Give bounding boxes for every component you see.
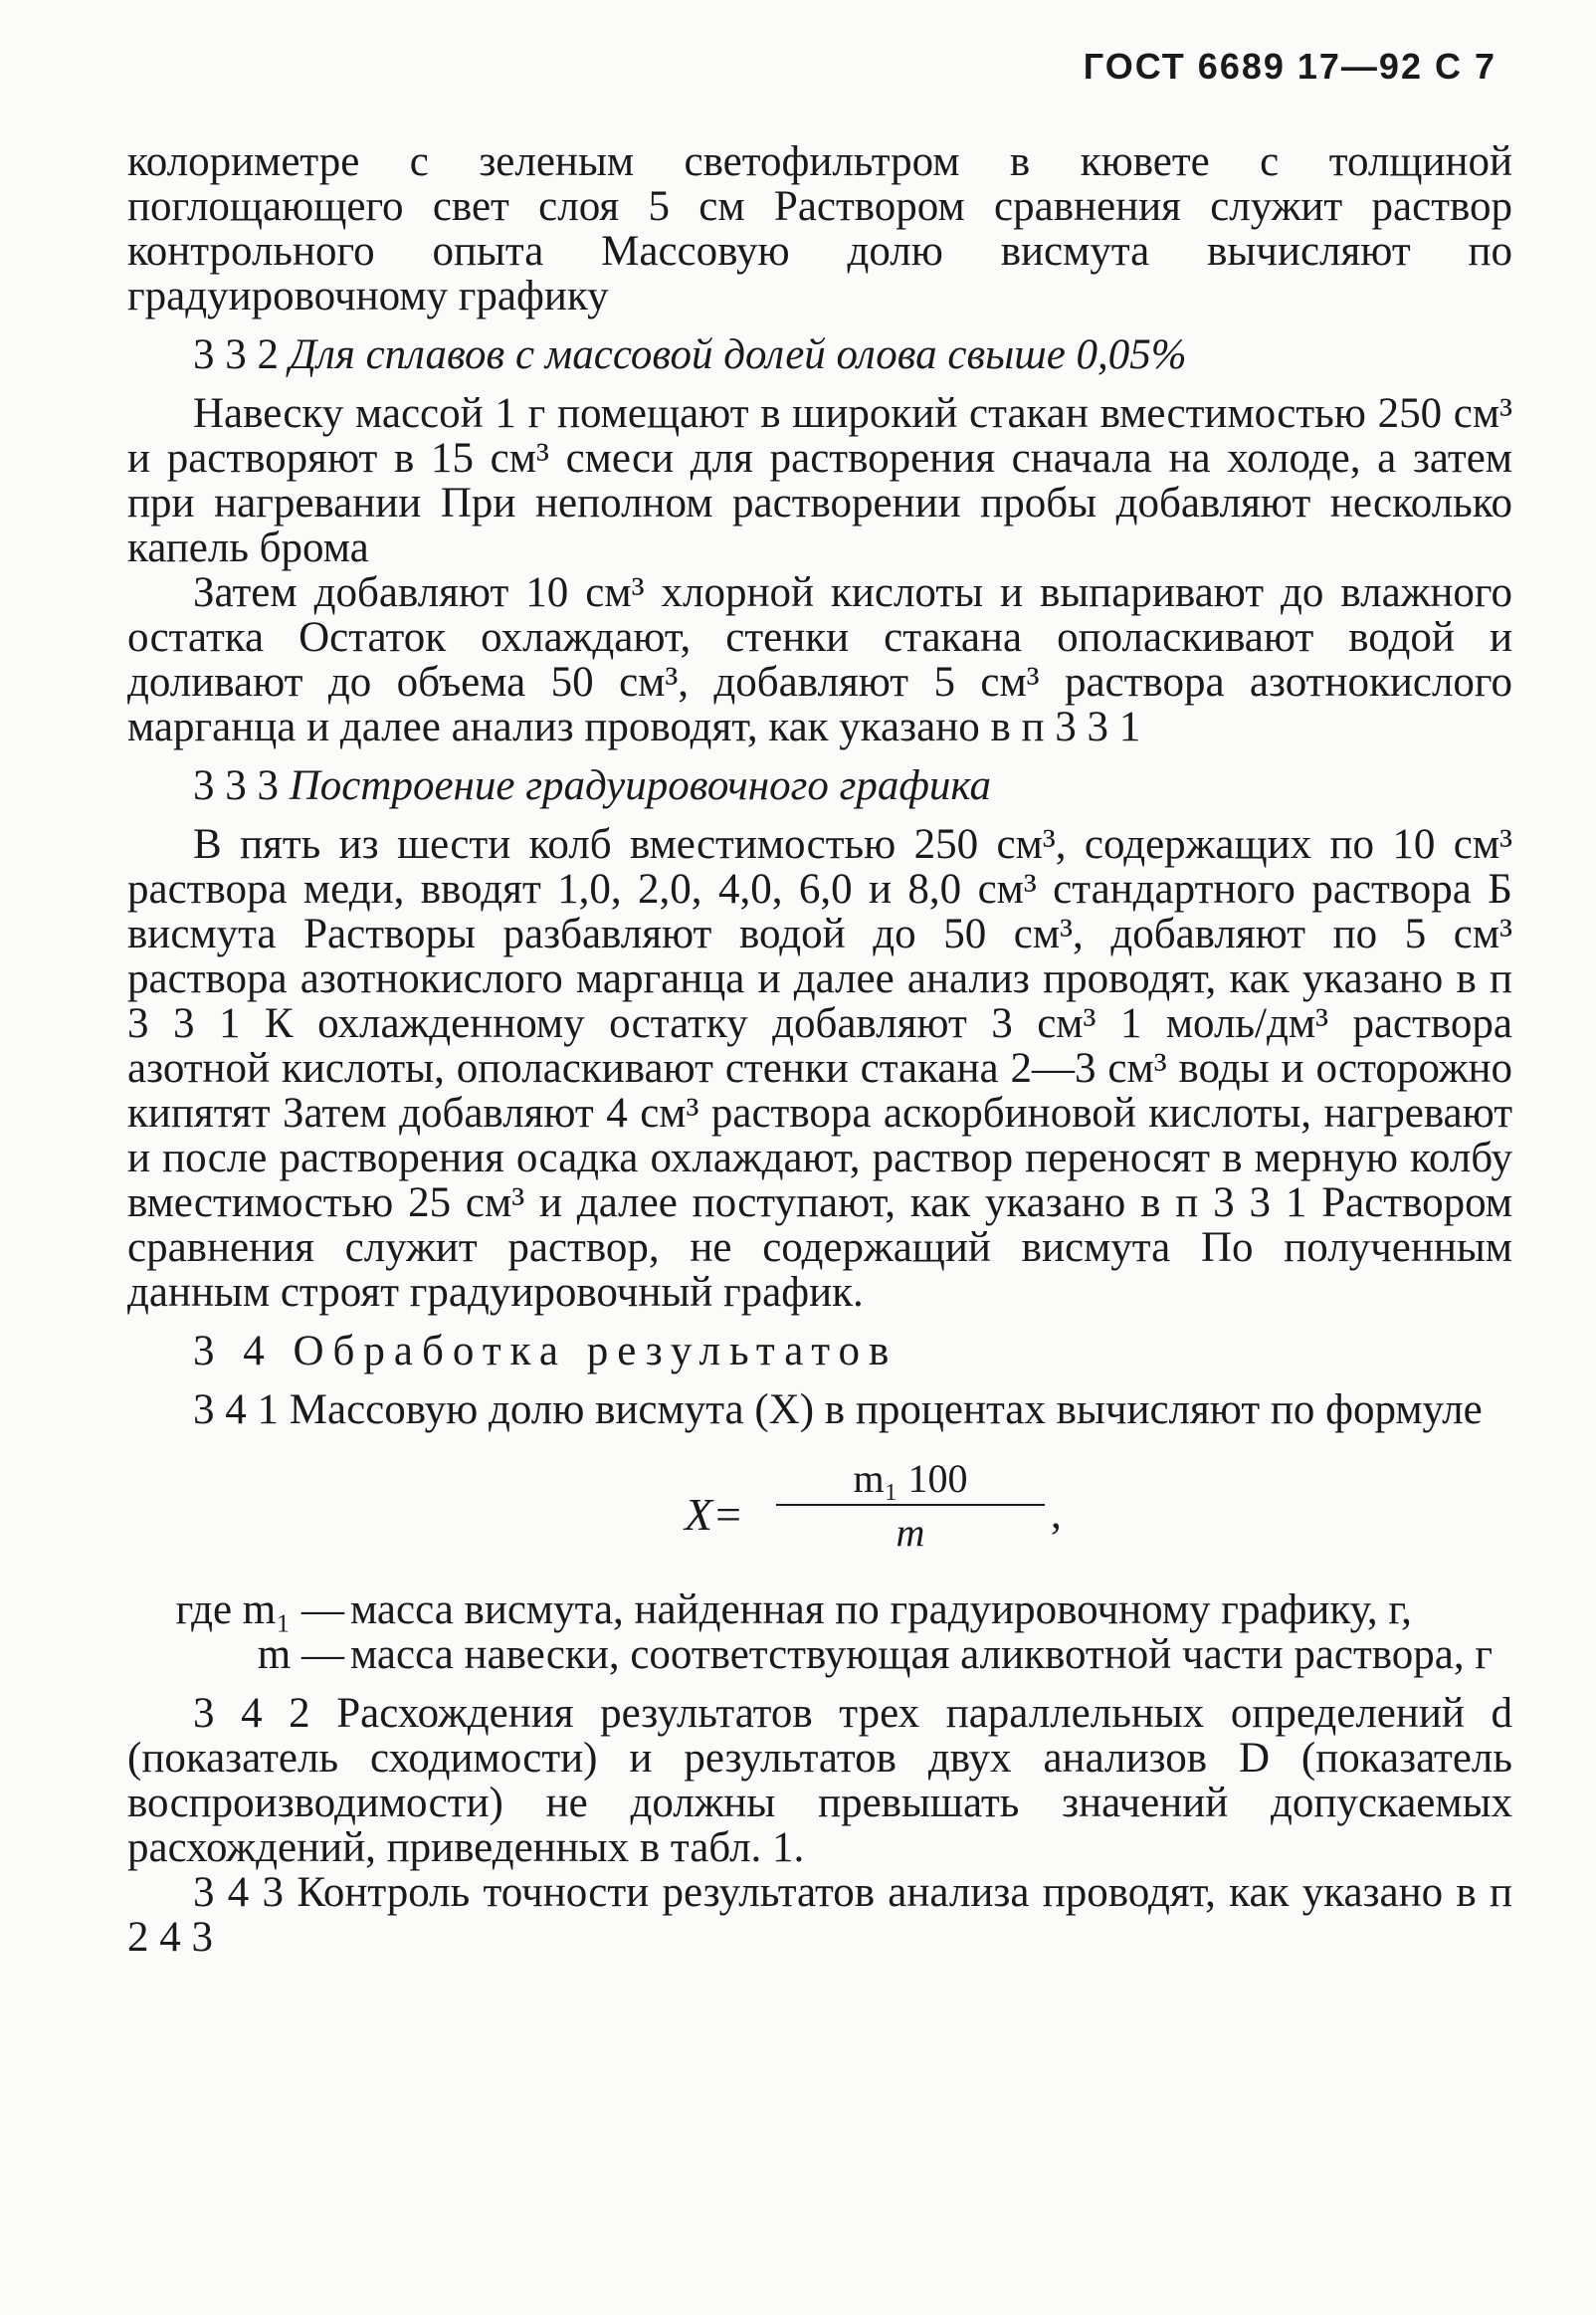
formula-tail: , xyxy=(1051,1491,1062,1538)
paragraph-continuation: колориметре с зеленым светофильтром в кювете с толщиной поглощающего свет слоя 5 см Раствором сравнения служит раствор контрольного опыта Массовую долю висмута вычисляют по градуировочному графику xyxy=(127,138,1512,319)
formula-denominator: m xyxy=(896,1510,925,1555)
formula-definitions xyxy=(127,1587,1512,1677)
section-number: 3 3 3 xyxy=(193,762,279,809)
section-title: Для сплавов с массовой долей олова свыше 0,05% xyxy=(289,331,1187,378)
section-3-4-heading: 3 4 Обработка результатов xyxy=(193,1328,898,1374)
definition-term: m — xyxy=(257,1631,344,1678)
formula-numerator: m₁ 100 xyxy=(853,1456,968,1501)
paragraph-evaporation: Затем добавляют 10 см³ хлорной кислоты и выпаривают до влажного остатка Остаток охлаждают, стенки стакана ополаскивают водой и доливают до объема 50 см³, добавляют 5 см³ раствора азотнокислого марганца и далее анализ проводят, как указано в п 3 3 1 xyxy=(127,569,1512,750)
fraction-bar xyxy=(776,1504,1045,1506)
section-3-3-3-heading xyxy=(127,763,1512,808)
document-body xyxy=(127,139,1512,1960)
paragraph-sample-dissolution: Навеску массой 1 г помещают в широкий стакан вместимостью 250 см³ и растворяют в 15 см³ смеси для растворения сначала на холоде, а затем при нагревании При неполном растворении пробы добавляют несколько капель брома xyxy=(127,390,1512,571)
formula-lhs: X= xyxy=(685,1489,744,1540)
definition-term: где m₁ — xyxy=(175,1586,344,1633)
formula-fraction xyxy=(776,1456,1045,1556)
paragraph-formula-intro: 3 4 1 Массовую долю висмута (X) в процентах вычисляют по формуле xyxy=(193,1386,1483,1433)
paragraph-accuracy-control: 3 4 3 Контроль точности результатов анализа проводят, как указано в п 2 4 3 xyxy=(127,1869,1512,1961)
paragraph-discrepancies: 3 4 2 Расхождения результатов трех параллельных определений d (показатель сходимости) и результатов двух анализов D (показатель воспроизводимости) не должны превышать значений допускаемых расхождений, приведенных в табл. 1. xyxy=(127,1690,1512,1871)
section-3-3-2-heading xyxy=(127,332,1512,377)
section-title: Построение градуировочного графика xyxy=(289,762,991,809)
mass-fraction-formula xyxy=(127,1456,1512,1574)
definition-text: масса висмута, найденная по градуировочному графику, г, xyxy=(350,1586,1412,1633)
definition-row xyxy=(127,1632,1512,1677)
section-number: 3 3 2 xyxy=(193,331,279,378)
paragraph-calibration: В пять из шести колб вместимостью 250 см³, содержащих по 10 см³ раствора меди, вводят 1,0, 2,0, 4,0, 6,0 и 8,0 см³ стандартного раствора Б висмута Растворы разбавляют водой до 50 см³, добавляют по 5 см³ раствора азотнокислого марганца и далее анализ проводят, как указано в п 3 3 1 К охлажденному остатку добавляют 3 см³ 1 моль/дм³ раствора азотной кислоты, ополаскивают стенки стакана 2—3 см³ воды и осторожно кипятят Затем добавляют 4 см³ раствора аскорбиновой кислоты, нагревают и после растворения осадка охлаждают, раствор переносят в мерную колбу вместимостью 25 см³ и далее поступают, как указано в п 3 3 1 Раствором сравнения служит раствор, не содержащий висмута По полученным данным строят градуировочный график. xyxy=(127,821,1512,1316)
definition-text: масса навески, соответствующая аликвотной части раствора, г xyxy=(350,1631,1494,1678)
definition-row xyxy=(127,1587,1512,1632)
page-header: ГОСТ 6689 17—92 С 7 xyxy=(1083,46,1496,87)
